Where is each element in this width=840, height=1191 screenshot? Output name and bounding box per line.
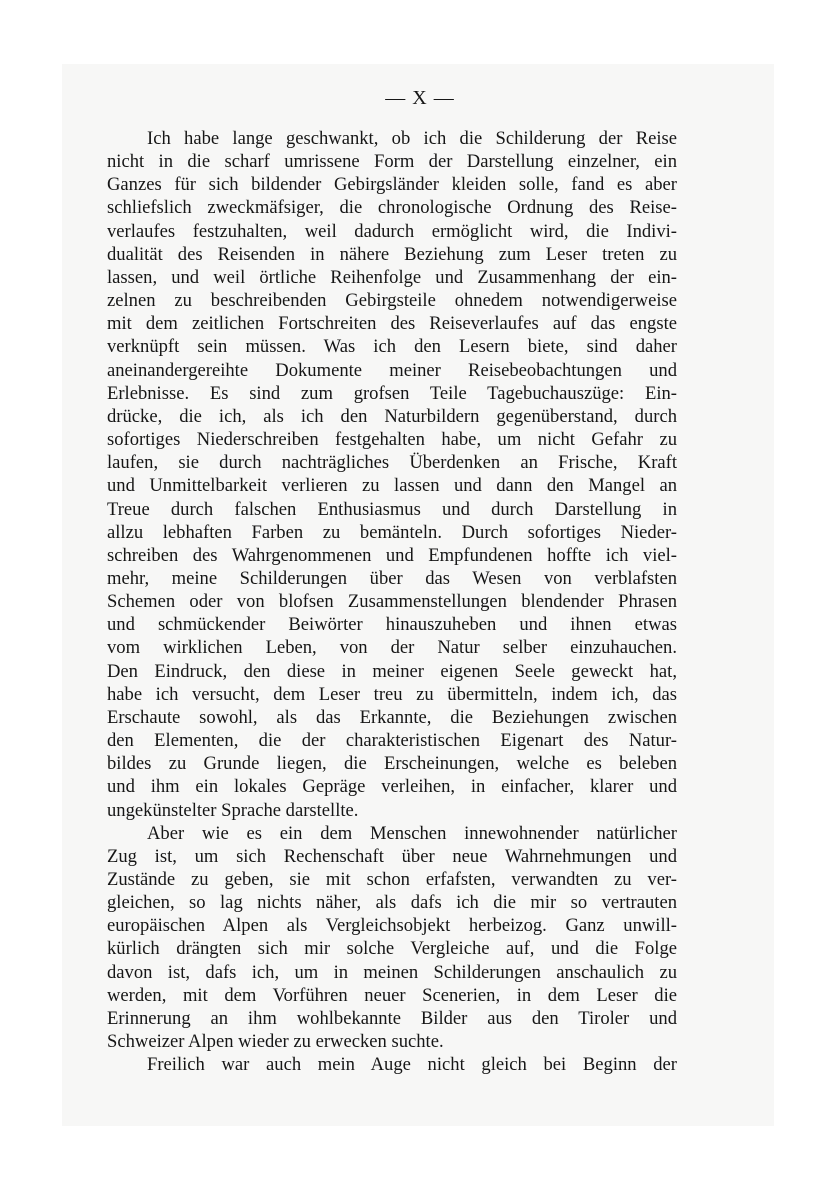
- text-line: europäischen Alpen als Vergleichsobjekt herbeizog. Ganz unwill-: [107, 915, 677, 937]
- text-line: verknüpft sein müssen. Was ich den Lesern biete, sind daher: [107, 336, 677, 358]
- text-line: Erlebnisse. Es sind zum grofsen Teile Tagebuchauszüge: Ein-: [107, 382, 677, 404]
- text-line: zelnen zu beschreibenden Gebirgsteile ohnedem notwendigerweise: [107, 290, 677, 312]
- text-line: davon ist, dafs ich, um in meinen Schilderungen anschaulich zu: [107, 961, 677, 983]
- text-line: Freilich war auch mein Auge nicht gleich bei Beginn der: [147, 1054, 677, 1076]
- text-line: aneinandergereihte Dokumente meiner Reisebeobachtungen und: [107, 359, 677, 381]
- text-line: Ganzes für sich bildender Gebirgsländer kleiden solle, fand es aber: [107, 174, 677, 196]
- text-line: lassen, und weil örtliche Reihenfolge und Zusammenhang der ein-: [107, 266, 677, 288]
- text-line: schreiben des Wahrgenommenen und Empfundenen hoffte ich viel-: [107, 544, 677, 566]
- text-line: Den Eindruck, den diese in meiner eigenen Seele geweckt hat,: [107, 660, 677, 682]
- text-line: drücke, die ich, als ich den Naturbildern gegenüberstand, durch: [107, 405, 677, 427]
- text-line: laufen, sie durch nachträgliches Überdenken an Frische, Kraft: [107, 452, 677, 474]
- text-line: Schweizer Alpen wieder zu erwecken suchte.: [107, 1031, 444, 1053]
- page-number: — X —: [385, 87, 455, 109]
- text-line: Zug ist, um sich Rechenschaft über neue Wahrnehmungen und: [107, 845, 677, 867]
- text-line: habe ich versucht, dem Leser treu zu übermitteln, indem ich, das: [107, 683, 677, 705]
- text-line: kürlich drängten sich mir solche Vergleiche auf, und die Folge: [107, 938, 677, 960]
- text-line: den Elementen, die der charakteristischen Eigenart des Natur-: [107, 730, 677, 752]
- text-line: verlaufes festzuhalten, weil dadurch ermöglicht wird, die Indivi-: [107, 220, 677, 242]
- text-line: Erinnerung an ihm wohlbekannte Bilder aus den Tiroler und: [107, 1007, 677, 1029]
- text-line: und Unmittelbarkeit verlieren zu lassen und dann den Mangel an: [107, 475, 677, 497]
- text-line: und ihm ein lokales Gepräge verleihen, in einfacher, klarer und: [107, 776, 677, 798]
- text-line: Zustände zu geben, sie mit schon erfafsten, verwandten zu ver-: [107, 869, 677, 890]
- text-line: Ich habe lange geschwankt, ob ich die Schilderung der Reise: [147, 128, 677, 149]
- text-line: mit dem zeitlichen Fortschreiten des Reiseverlaufes auf das engste: [107, 313, 677, 335]
- text-line: gleichen, so lag nichts näher, als dafs ich die mir so vertrauten: [107, 892, 677, 914]
- text-line: nicht in die scharf umrissene Form der Darstellung einzelner, ein: [107, 151, 677, 173]
- text-line: allzu lebhaften Farben zu bemänteln. Durch sofortiges Nieder-: [107, 521, 677, 543]
- text-line: sofortiges Niederschreiben festgehalten habe, um nicht Gefahr zu: [107, 429, 677, 451]
- text-line: dualität des Reisenden in nähere Beziehung zum Leser treten zu: [107, 243, 677, 265]
- body-text: [107, 127, 677, 1076]
- text-line: vom wirklichen Leben, von der Natur selber einzuhauchen.: [107, 637, 677, 659]
- text-line: Erschaute sowohl, als das Erkannte, die Beziehungen zwischen: [107, 706, 677, 728]
- text-line: Schemen oder von blofsen Zusammenstellungen blendender Phrasen: [107, 591, 677, 613]
- text-line: Treue durch falschen Enthusiasmus und durch Darstellung in: [107, 498, 677, 520]
- text-line: und schmückender Beiwörter hinauszuheben und ihnen etwas: [107, 614, 677, 636]
- text-line: Aber wie es ein dem Menschen innewohnender natürlicher: [147, 822, 677, 844]
- text-line: mehr, meine Schilderungen über das Wesen von verblafsten: [107, 567, 677, 589]
- text-line: schliefslich zweckmäfsiger, die chronologische Ordnung des Reise-: [107, 197, 677, 219]
- text-line: werden, mit dem Vorführen neuer Scenerien, in dem Leser die: [107, 984, 677, 1006]
- text-line: bildes zu Grunde liegen, die Erscheinungen, welche es beleben: [107, 753, 677, 775]
- text-line: ungekünstelter Sprache darstellte.: [107, 799, 359, 821]
